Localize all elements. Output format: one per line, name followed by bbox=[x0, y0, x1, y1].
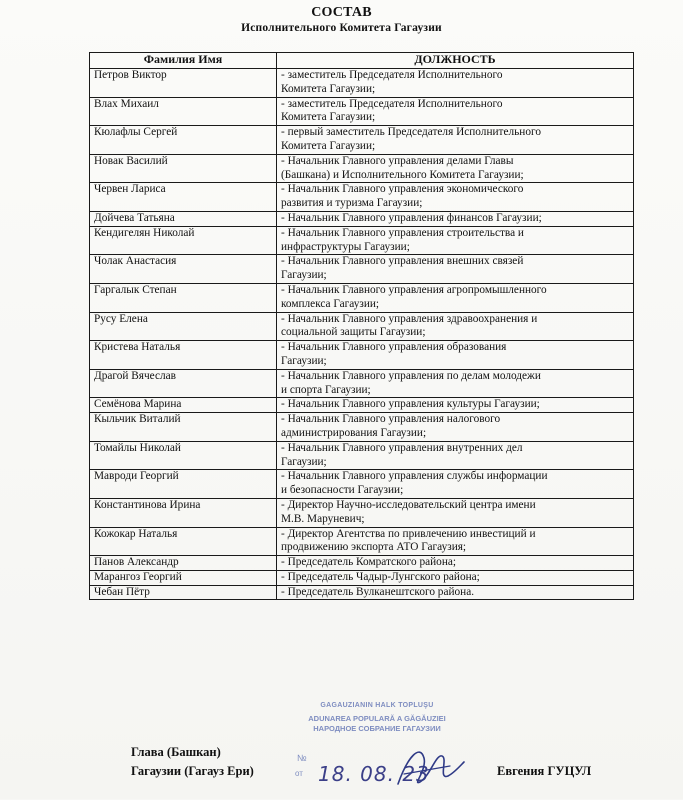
member-name: Червен Лариса bbox=[90, 183, 277, 212]
stamp-line-1: GAGAUZIANIN HALK TOPLUŞU bbox=[320, 702, 434, 709]
position-line: продвижению экспорта АТО Гагаузия; bbox=[281, 541, 467, 554]
member-name: Кожокар Наталья bbox=[90, 527, 277, 556]
signature-label-line-2: Гагаузии (Гагауз Ери) bbox=[131, 764, 254, 778]
member-position bbox=[277, 441, 634, 470]
member-name: Марангоз Георгий bbox=[90, 570, 277, 585]
position-line: М.В. Маруневич; bbox=[281, 512, 365, 525]
position-line: - Начальник Главного управления внутренних дел bbox=[281, 441, 523, 454]
member-name: Русу Елена bbox=[90, 312, 277, 341]
position-line: социальной защиты Гагаузии; bbox=[281, 326, 426, 339]
member-name: Кыльчик Виталий bbox=[90, 413, 277, 442]
member-position bbox=[277, 369, 634, 398]
position-line: - заместитель Председателя Исполнительного bbox=[281, 97, 503, 110]
member-position bbox=[277, 556, 634, 571]
position-line: Гагаузии; bbox=[281, 269, 327, 282]
table-row bbox=[90, 126, 634, 155]
signature-label-line-1: Глава (Башкан) bbox=[131, 745, 221, 759]
table-row bbox=[90, 470, 634, 499]
position-line: Гагаузии; bbox=[281, 354, 327, 367]
table-row bbox=[90, 69, 634, 98]
table-header-row bbox=[90, 53, 634, 69]
signer-name: Евгения ГУЦУЛ bbox=[497, 764, 592, 778]
member-position bbox=[277, 69, 634, 98]
member-name: Дойчева Татьяна bbox=[90, 211, 277, 226]
member-name: Драгой Вячеслав bbox=[90, 369, 277, 398]
table-row bbox=[90, 312, 634, 341]
document-subtitle: Исполнительного Комитета Гагаузии bbox=[241, 22, 442, 34]
member-position bbox=[277, 570, 634, 585]
member-position bbox=[277, 341, 634, 370]
position-line: - Директор Агентства по привлечению инвестиций и bbox=[281, 527, 536, 540]
column-header-name: Фамилия Имя bbox=[90, 53, 277, 69]
position-line: - Начальник Главного управления строительства и bbox=[281, 226, 524, 239]
member-position bbox=[277, 126, 634, 155]
position-line: (Башкана) и Исполнительного Комитета Гагаузии; bbox=[281, 168, 524, 181]
member-name: Кюлафлы Сергей bbox=[90, 126, 277, 155]
member-name: Томайлы Николай bbox=[90, 441, 277, 470]
position-line: - Начальник Главного управления здравоохранения и bbox=[281, 312, 538, 325]
members-table bbox=[89, 52, 634, 600]
member-name: Константинова Ирина bbox=[90, 498, 277, 527]
position-line: - первый заместитель Председателя Исполнительного bbox=[281, 126, 541, 139]
member-name: Кендигелян Николай bbox=[90, 226, 277, 255]
member-name: Чебан Пётр bbox=[90, 585, 277, 600]
position-line: - Начальник Главного управления службы информации bbox=[281, 470, 548, 483]
position-line: - Директор Научно-исследовательский центра имени bbox=[281, 498, 536, 511]
member-position bbox=[277, 413, 634, 442]
table-row bbox=[90, 283, 634, 312]
table-row bbox=[90, 441, 634, 470]
member-position bbox=[277, 255, 634, 284]
member-position bbox=[277, 283, 634, 312]
position-line: Гагаузии; bbox=[281, 455, 327, 468]
member-position bbox=[277, 398, 634, 413]
table-row bbox=[90, 498, 634, 527]
handwritten-signature bbox=[390, 736, 470, 796]
member-name: Кристева Наталья bbox=[90, 341, 277, 370]
table-row bbox=[90, 97, 634, 126]
position-line: - Председатель Комратского района; bbox=[281, 556, 457, 569]
position-line: - Председатель Вулканештского района. bbox=[281, 585, 475, 598]
position-line: - Начальник Главного управления образования bbox=[281, 341, 507, 354]
stamp-line-3: НАРОДНОЕ СОБРАНИЕ ГАГАУЗИИ bbox=[313, 724, 441, 733]
member-name: Новак Василий bbox=[90, 154, 277, 183]
document-title: СОСТАВ bbox=[311, 5, 372, 20]
position-line: Комитета Гагаузии; bbox=[281, 82, 376, 95]
table-body bbox=[90, 69, 634, 600]
table-row bbox=[90, 570, 634, 585]
position-line: - Начальник Главного управления внешних связей bbox=[281, 255, 524, 268]
member-position bbox=[277, 183, 634, 212]
position-line: - Начальник Главного управления культуры Гагаузии; bbox=[281, 398, 540, 411]
member-position bbox=[277, 97, 634, 126]
member-position bbox=[277, 498, 634, 527]
table-row bbox=[90, 413, 634, 442]
member-position bbox=[277, 585, 634, 600]
handwritten-date: 18. 08. 23 bbox=[318, 762, 430, 786]
table-row bbox=[90, 154, 634, 183]
position-line: Комитета Гагаузии; bbox=[281, 139, 376, 152]
table-row bbox=[90, 226, 634, 255]
table-row bbox=[90, 585, 634, 600]
member-name: Панов Александр bbox=[90, 556, 277, 571]
table-row bbox=[90, 211, 634, 226]
position-line: - Председатель Чадыр-Лунгского района; bbox=[281, 570, 480, 583]
stamp-line-2: ADUNAREA POPULARĂ A GĂGĂUZIEI bbox=[308, 714, 446, 723]
position-line: комплекса Гагаузии; bbox=[281, 297, 380, 310]
position-line: и безопасности Гагаузии; bbox=[281, 484, 404, 497]
member-position bbox=[277, 211, 634, 226]
member-position bbox=[277, 527, 634, 556]
position-line: - Начальник Главного управления делами Главы bbox=[281, 154, 514, 167]
stamp-date-prefix: от bbox=[295, 769, 303, 778]
table-row bbox=[90, 527, 634, 556]
position-line: - заместитель Председателя Исполнительного bbox=[281, 69, 503, 81]
position-line: Комитета Гагаузии; bbox=[281, 111, 376, 124]
table-row bbox=[90, 255, 634, 284]
member-position bbox=[277, 470, 634, 499]
table-row bbox=[90, 341, 634, 370]
member-position bbox=[277, 312, 634, 341]
member-position bbox=[277, 154, 634, 183]
position-line: администрирования Гагаузии; bbox=[281, 426, 427, 439]
position-line: и спорта Гагаузии; bbox=[281, 383, 371, 396]
table-row bbox=[90, 556, 634, 571]
member-position bbox=[277, 226, 634, 255]
table-row bbox=[90, 183, 634, 212]
member-name: Мавроди Георгий bbox=[90, 470, 277, 499]
member-name: Петров Виктор bbox=[90, 69, 277, 98]
stamp-number-label: № bbox=[297, 753, 307, 763]
position-line: - Начальник Главного управления налогового bbox=[281, 413, 501, 426]
position-line: - Начальник Главного управления экономического bbox=[281, 183, 524, 196]
member-name: Гаргалык Степан bbox=[90, 283, 277, 312]
member-name: Влах Михаил bbox=[90, 97, 277, 126]
member-name: Семёнова Марина bbox=[90, 398, 277, 413]
position-line: - Начальник Главного управления агропромышленного bbox=[281, 283, 547, 296]
position-line: - Начальник Главного управления финансов Гагаузии; bbox=[281, 211, 542, 224]
position-line: - Начальник Главного управления по делам молодежи bbox=[281, 369, 541, 382]
column-header-position: ДОЛЖНОСТЬ bbox=[277, 53, 634, 69]
position-line: инфраструктуры Гагаузии; bbox=[281, 240, 410, 253]
table-row bbox=[90, 398, 634, 413]
table-row bbox=[90, 369, 634, 398]
member-name: Чолак Анастасия bbox=[90, 255, 277, 284]
position-line: развития и туризма Гагаузии; bbox=[281, 197, 423, 210]
